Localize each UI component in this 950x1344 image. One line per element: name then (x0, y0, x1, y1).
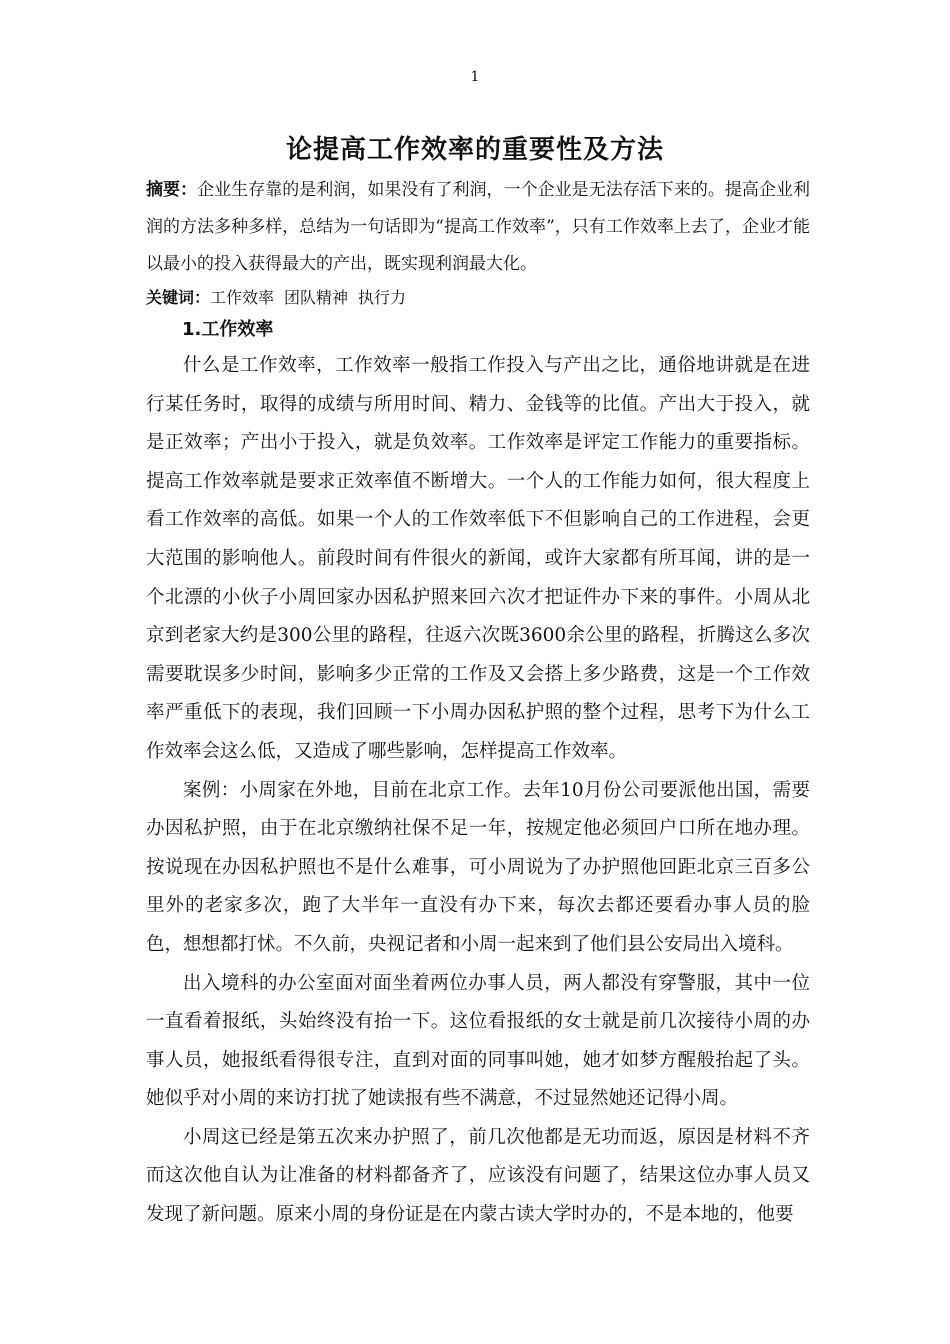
body-paragraph: 出入境科的办公室面对面坐着两位办事人员，两人都没有穿警服，其中一位一直看着报纸，头始终没有抬一下。这位看报纸的女士就是前几次接待小周的办事人员，她报纸看得很专注，直到对面的同事叫她，她才如梦方醒般抬起了头。她似乎对小周的来访打扰了她读报有些不满意，不过显然她还记得小周。 (146, 972, 810, 1110)
body-paragraph: 案例：小周家在外地，目前在北京工作。去年10月份公司要派他出国，需要办因私护照，由于在北京缴纳社保不足一年，按规定他必须回户口所在地办理。按说现在办因私护照也不是什么难事，可小周说为了办护照他回距北京三百多公里外的老家多次，跑了大半年一直没有办下来，每次去都还要看办事人员的脸色，想想都打怵。不久前，央视记者和小周一起来到了他们县公安局出入境科。 (146, 779, 810, 955)
keywords (146, 283, 810, 313)
abstract-text: 企业生存靠的是利润，如果没有了利润，一个企业是无法存活下来的。提高企业利润的方法多种多样，总结为一句话即为“提高工作效率”，只有工作效率上去了，企业才能以最小的投入获得最大的产出，既实现利润最大化。 (146, 180, 811, 274)
keyword-item: 工作效率 (210, 288, 275, 307)
abstract (146, 172, 810, 283)
body-paragraph: 什么是工作效率，工作效率一般指工作投入与产出之比，通俗地讲就是在进行某任务时，取得的成绩与所用时间、精力、金钱等的比值。产出大于投入，就是正效率；产出小于投入，就是负效率。工作效率是评定工作能力的重要指标。提高工作效率就是要求正效率值不断增大。一个人的工作能力如何，很大程度上看工作效率的高低。如果一个人的工作效率低下不但影响自己的工作进程，会更大范围的影响他人。前段时间有件很火的新闻，或许大家都有所耳闻，讲的是一个北漂的小伙子小周回家办因私护照来回六次才把证件办下来的事件。小周从北京到老家大约是300公里的路程，往返六次既3600余公里的路程，折腾这么多次需要耽误多少时间，影响多少正常的工作及又会搭上多少路费，这是一个工作效率严重低下的表现，我们回顾一下小周办因私护照的整个过程，思考下为什么工作效率会这么低，又造成了哪些影响，怎样提高工作效率。 (146, 355, 810, 762)
keyword-item: 团队精神 (284, 288, 349, 307)
body-paragraph: 小周这已经是第五次来办护照了，前几次他都是无功而返，原因是材料不齐而这次他自认为让准备的材料都备齐了，应该没有问题了，结果这位办事人员又发现了新问题。原来小周的身份证是在内蒙古读大学时办的，不是本地的，他要 (146, 1126, 810, 1226)
document-title: 论提高工作效率的重要性及方法 (285, 135, 664, 165)
page-number: 1 (470, 69, 480, 85)
document-body (146, 172, 810, 1235)
section-heading: 1.工作效率 (182, 319, 274, 340)
keywords-label: 关键词： (146, 288, 211, 307)
keyword-item: 执行力 (358, 288, 407, 307)
abstract-label: 摘要： (146, 180, 198, 200)
